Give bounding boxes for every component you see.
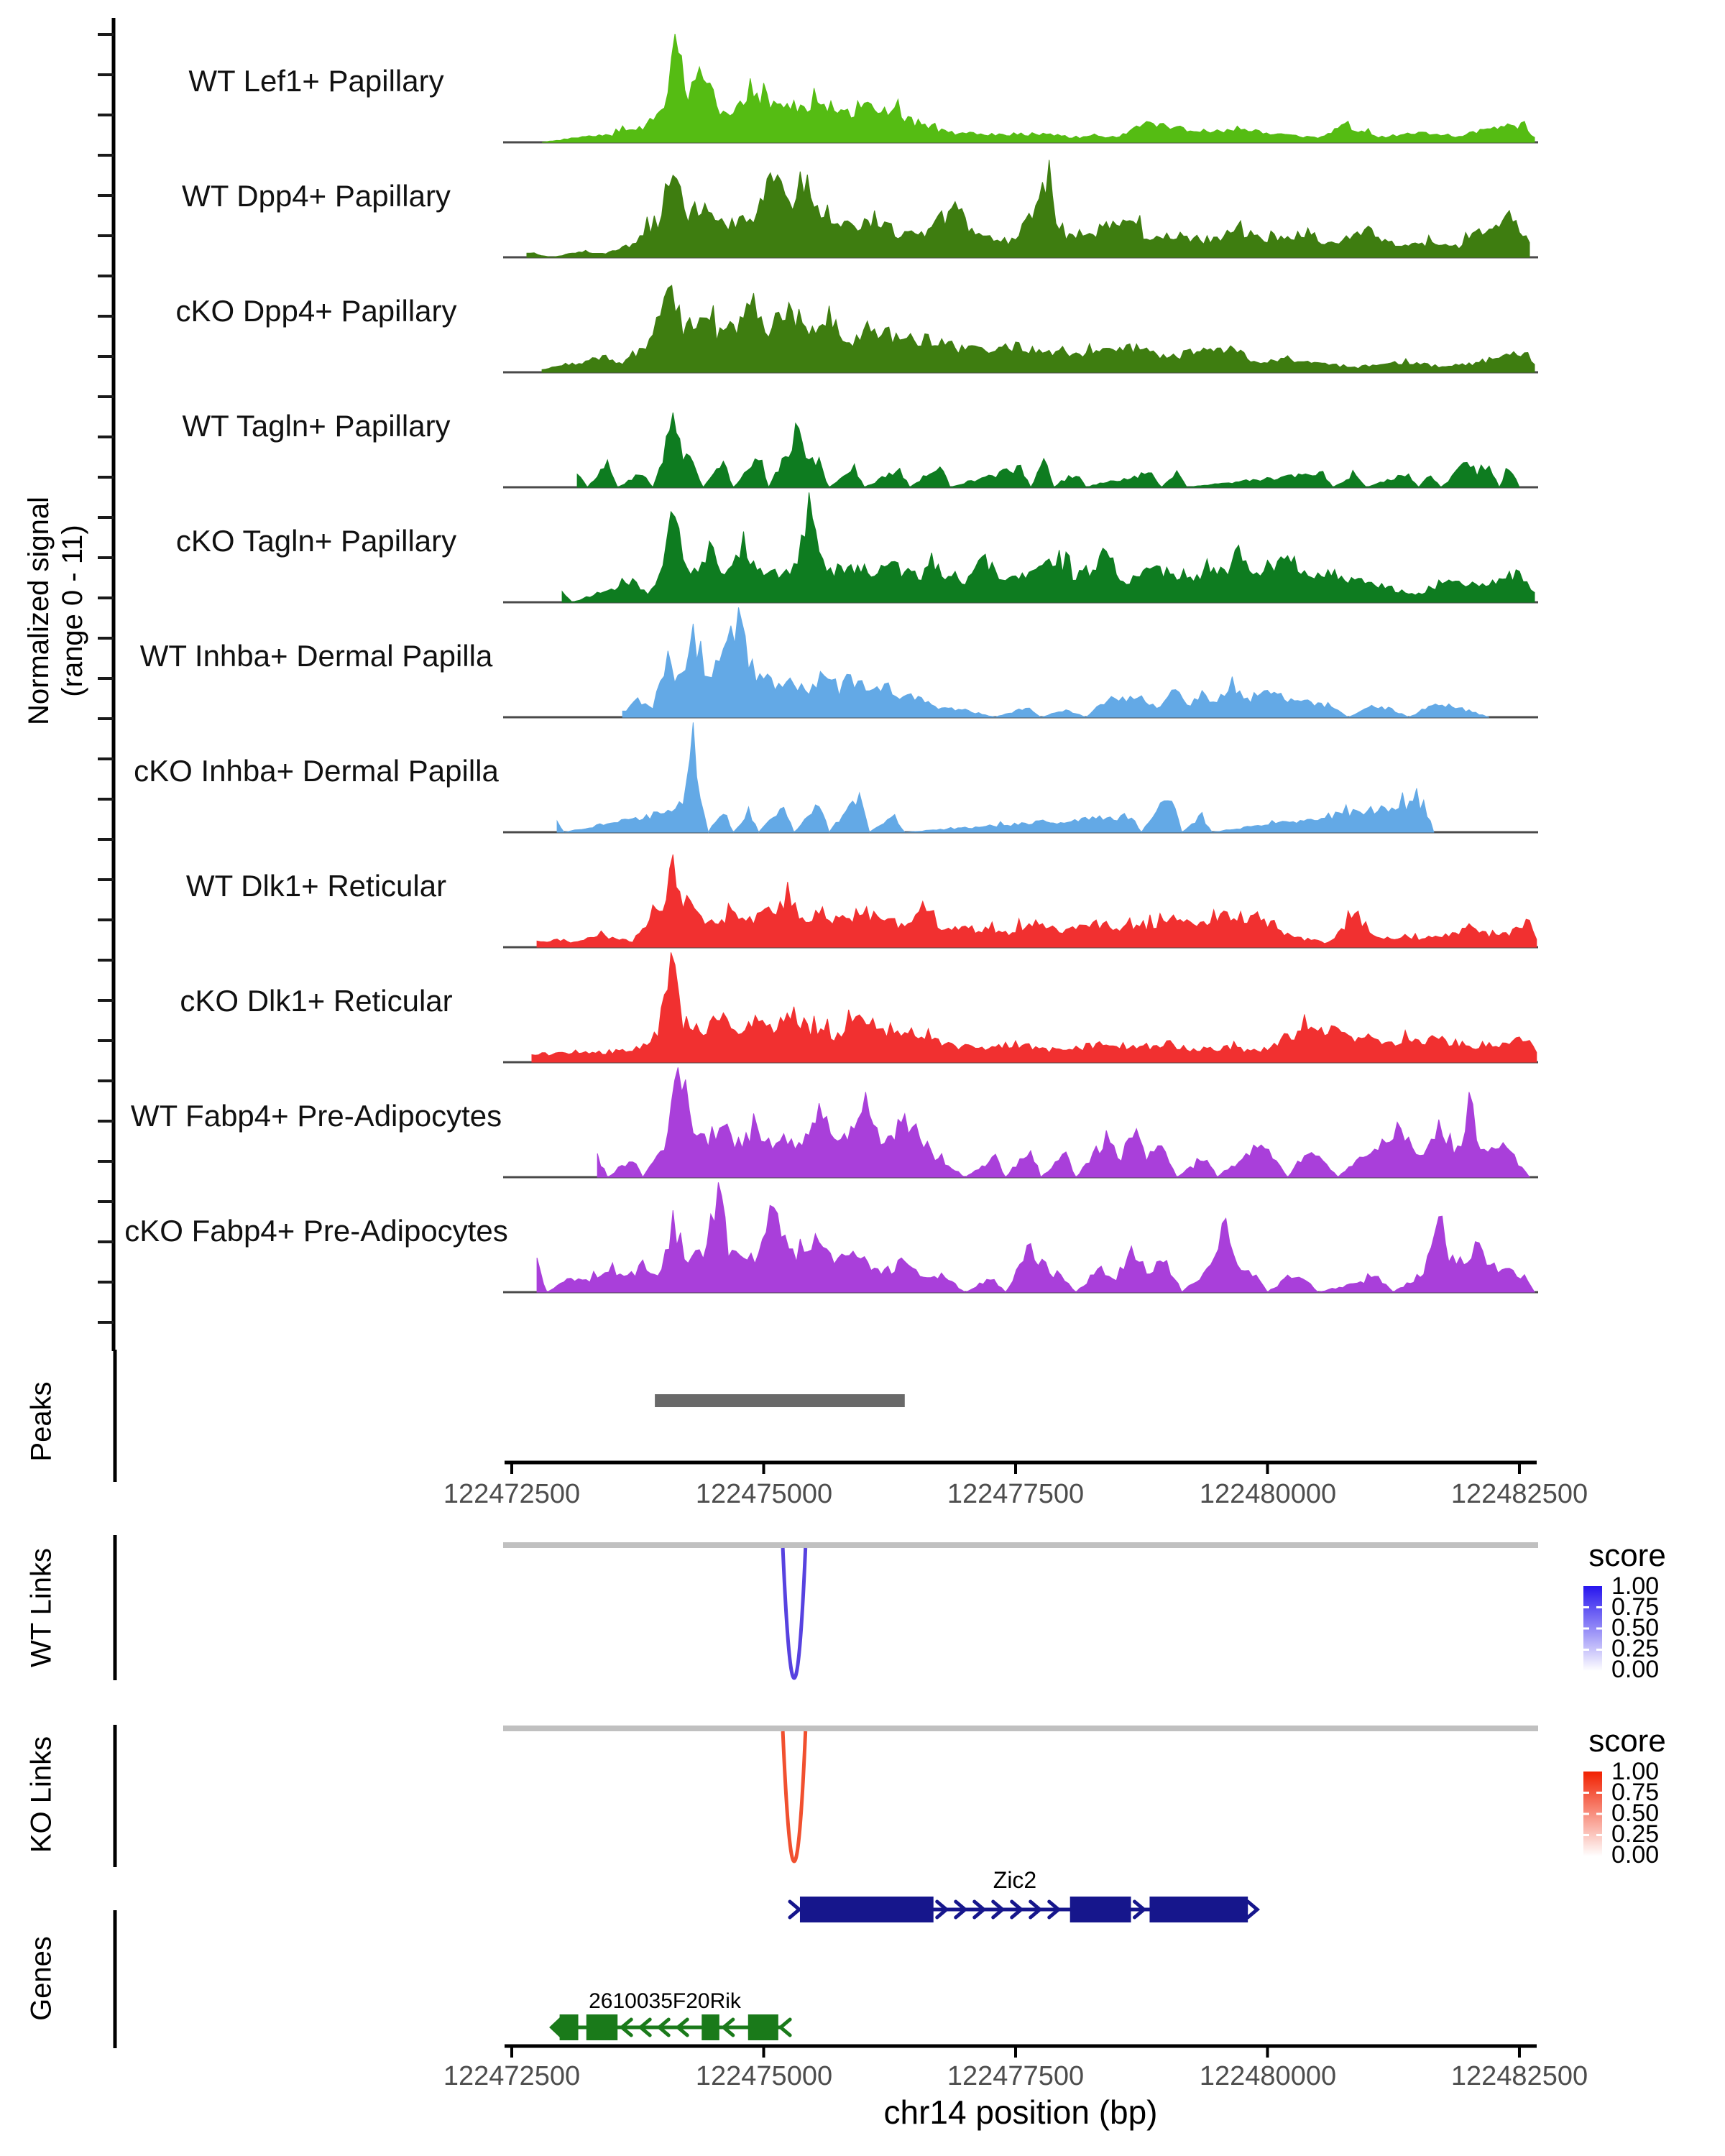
coverage-area [557,722,1434,832]
coverage-area [532,952,1537,1062]
coverage-area [577,413,1519,487]
signal-y-axis [98,18,114,1351]
strand-arrow-icon [781,2019,790,2035]
ko-score-label-000: 0.00 [1611,1841,1660,1869]
track-label-wt-dlk1: WT Dlk1+ Reticular [185,869,447,903]
wt-score-label-000: 0.00 [1611,1656,1660,1683]
track-label-cko-dpp4: cKO Dpp4+ Papillary [175,294,457,328]
ko-links-arc [783,1731,806,1861]
coverage-area [537,1182,1535,1292]
coverage-track-9 [503,1067,1538,1177]
coverage-area [622,607,1489,717]
bot-axis-tick-1: 122475000 [695,2061,833,2091]
x-axis-title: chr14 position (bp) [883,2093,1158,2131]
gene-model-2610035f20rik [549,2014,790,2040]
coverage-area [537,854,1537,947]
wt-score-label-025: 0.25 [1611,1635,1660,1662]
wt-links-arc [783,1548,806,1678]
gene-exon [800,1897,934,1922]
coverage-track-5 [503,607,1538,717]
wt-score-legend-title: score [1588,1538,1666,1573]
peak-bar [655,1394,905,1407]
bot-axis-tick-0: 122472500 [443,2061,581,2091]
track-label-wt-lef1: WT Lef1+ Papillary [188,64,444,98]
coverage-area [562,492,1535,602]
mid-axis-tick-0: 122472500 [443,1479,581,1509]
coverage-track-7 [503,854,1538,947]
gene-exon [586,2014,617,2040]
ko-score-gradient-bar [1583,1772,1602,1856]
track-label-cko-tagln: cKO Tagln+ Papillary [175,524,457,558]
gene-exon [1070,1897,1131,1922]
ko-score-label-025: 0.25 [1611,1820,1660,1848]
gene-exon [748,2014,778,2040]
section-label-ko-links: KO Links [25,1736,58,1853]
mid-axis-tick-2: 122477500 [947,1479,1085,1509]
wt-links [503,1545,1538,1678]
wt-score-label-050: 0.50 [1611,1614,1660,1641]
coverage-track-10 [503,1182,1538,1292]
coverage-track-8 [503,952,1538,1062]
mid-axis-tick-4: 122482500 [1450,1479,1588,1509]
gene-exon [1149,1897,1248,1922]
wt-score-label-075: 0.75 [1611,1593,1660,1621]
coverage-area [542,285,1535,372]
coverage-track-0 [503,34,1538,142]
section-label-wt-links: WT Links [25,1548,58,1667]
gene-start-arrow-icon [549,2015,571,2040]
mid-axis-tick-1: 122475000 [695,1479,833,1509]
ko-score-label-100: 1.00 [1611,1758,1660,1785]
bot-axis-tick-2: 122477500 [947,2061,1085,2091]
gene-label-zic2: Zic2 [993,1867,1037,1893]
coverage-area [542,34,1535,142]
gene-exon [702,2014,719,2040]
track-label-wt-inhba: WT Inhba+ Dermal Papilla [139,639,493,673]
track-label-wt-fabp4: WT Fabp4+ Pre-Adipocytes [130,1099,502,1133]
track-label-wt-dpp4: WT Dpp4+ Papillary [182,179,451,213]
y-axis-label-line1: Normalized signal [22,497,55,725]
ko-score-label-050: 0.50 [1611,1800,1660,1827]
mid-genome-axis [505,1462,1537,1474]
coverage-area [527,160,1530,257]
ko-links [503,1728,1538,1861]
y-axis-label-line2: (range 0 - 11) [57,525,88,697]
track-label-wt-tagln: WT Tagln+ Papillary [182,409,451,443]
gene-label-rik: 2610035F20Rik [589,1989,741,2013]
track-label-cko-inhba: cKO Inhba+ Dermal Papilla [134,754,499,788]
ko-score-legend-title: score [1588,1723,1666,1759]
bot-genome-axis [505,2046,1537,2058]
bot-axis-tick-3: 122480000 [1199,2061,1337,2091]
section-label-peaks: Peaks [25,1381,58,1462]
strand-arrow-icon [1248,1902,1257,1917]
coverage-track-3 [503,413,1538,487]
bot-axis-tick-4: 122482500 [1450,2061,1588,2091]
gene-model-zic2 [790,1897,1257,1922]
coverage-track-6 [503,722,1538,832]
coverage-track-2 [503,285,1538,372]
coverage-track-1 [503,160,1538,257]
section-label-genes: Genes [25,1936,58,2021]
coverage-area [597,1067,1530,1177]
wt-score-gradient-bar [1583,1586,1602,1671]
ko-score-label-075: 0.75 [1611,1779,1660,1806]
coverage-track-4 [503,492,1538,602]
track-label-cko-fabp4: cKO Fabp4+ Pre-Adipocytes [124,1214,508,1248]
track-label-cko-dlk1: cKO Dlk1+ Reticular [180,984,453,1018]
strand-arrow-icon [790,1902,799,1917]
mid-axis-tick-3: 122480000 [1199,1479,1337,1509]
wt-score-label-100: 1.00 [1611,1572,1660,1600]
